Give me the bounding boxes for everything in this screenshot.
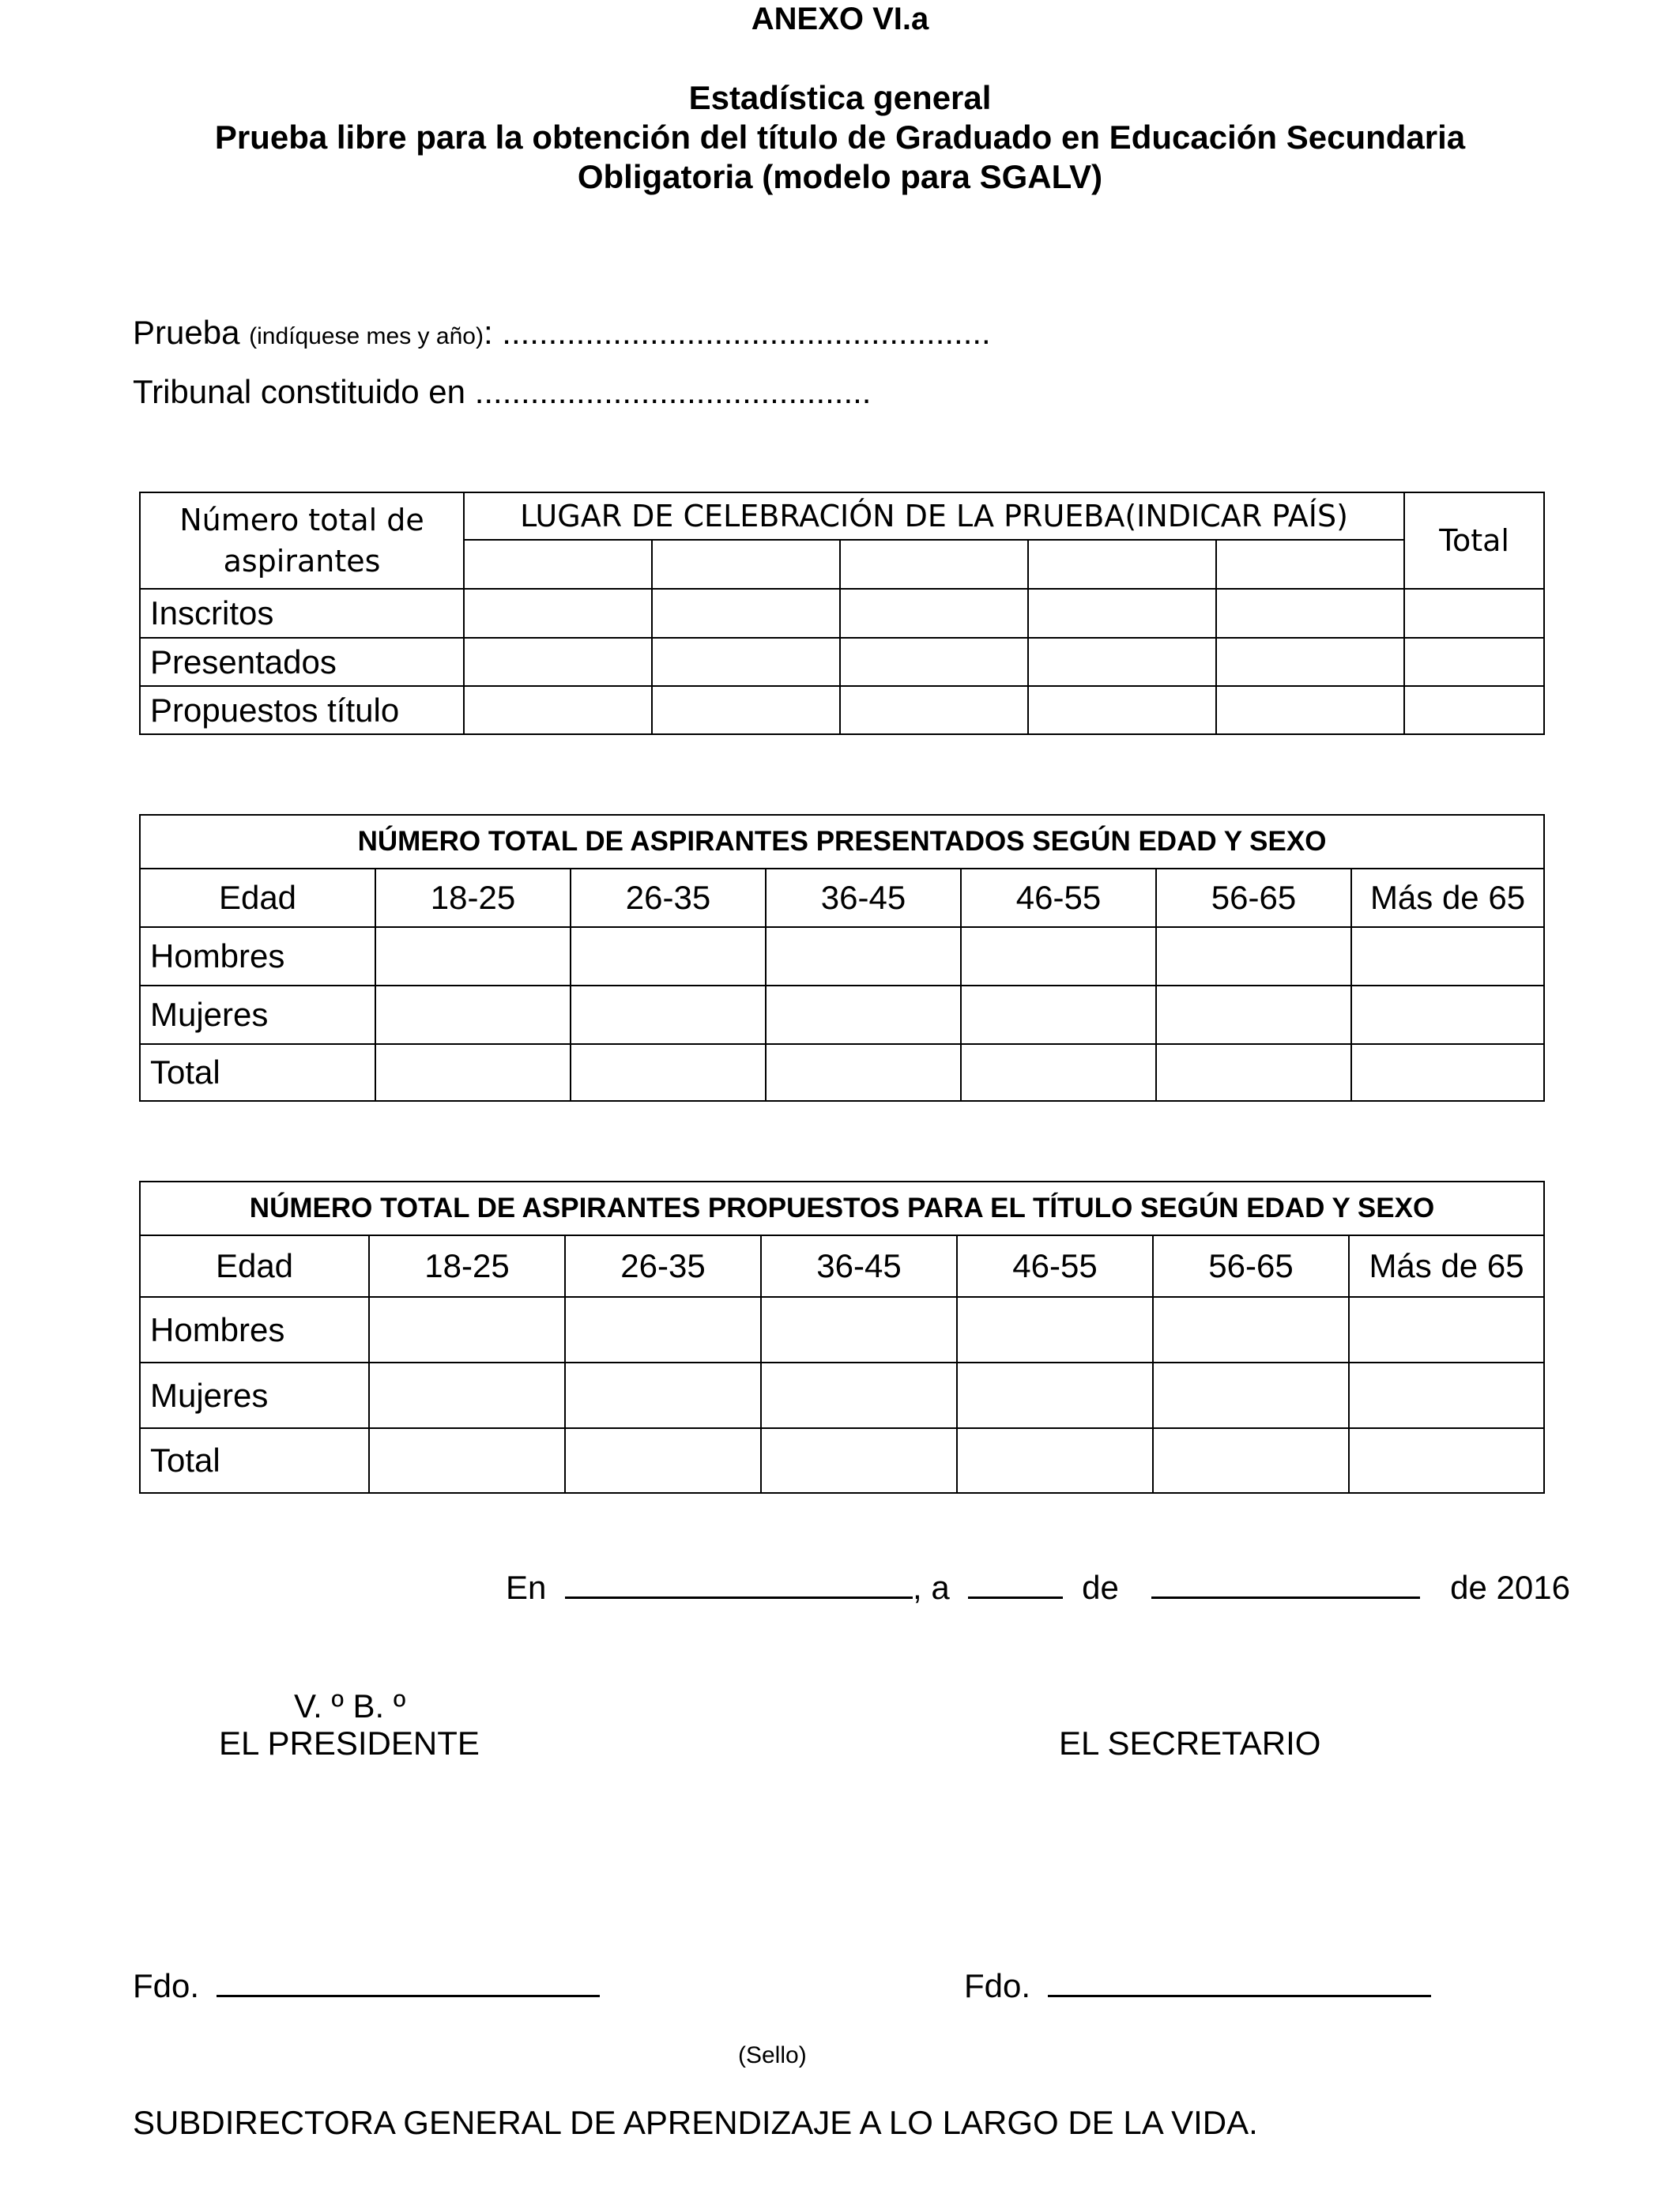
table-presentados-edad-sexo — [139, 814, 1545, 1102]
table-cell[interactable] — [961, 1044, 1156, 1101]
table-cell[interactable] — [1156, 986, 1351, 1044]
fdo-label: Fdo. — [964, 1967, 1031, 2004]
column-header: 26-35 — [571, 869, 766, 927]
fdo-presidente — [133, 1965, 600, 2005]
table-cell[interactable] — [1351, 986, 1544, 1044]
row-label-mujeres: Mujeres — [140, 1363, 369, 1428]
country-cell[interactable] — [1028, 540, 1216, 589]
row-label-total: Total — [140, 1428, 369, 1493]
table-cell[interactable] — [565, 1297, 761, 1363]
table-cell[interactable] — [1028, 589, 1216, 638]
prueba-field — [133, 314, 991, 352]
table-cell[interactable] — [375, 927, 571, 986]
document-subtitle-line-2: Obligatoria (modelo para SGALV) — [577, 158, 1103, 195]
tribunal-field — [133, 373, 871, 411]
table-cell[interactable] — [1404, 589, 1544, 638]
table-cell[interactable] — [961, 927, 1156, 986]
table-cell[interactable] — [1404, 686, 1544, 734]
annex-title: ANEXO VI.a — [751, 2, 929, 36]
table-cell[interactable] — [1351, 927, 1544, 986]
column-header: 26-35 — [565, 1235, 761, 1297]
country-cell[interactable] — [1216, 540, 1404, 589]
table-cell[interactable] — [369, 1297, 565, 1363]
country-cell[interactable] — [464, 540, 652, 589]
table-cell[interactable] — [1153, 1363, 1349, 1428]
table-cell[interactable] — [571, 986, 766, 1044]
corner-label-cell — [140, 492, 464, 589]
country-cell[interactable] — [840, 540, 1028, 589]
row-label-total: Total — [140, 1044, 375, 1101]
total-header-cell — [1404, 492, 1544, 589]
vobo-label: V. º B. º — [294, 1687, 406, 1725]
document-title: Estadística general — [688, 79, 992, 116]
column-header: 18-25 — [369, 1235, 565, 1297]
prueba-dots: : ..................................................... — [483, 314, 991, 351]
table-cell[interactable] — [1216, 686, 1404, 734]
presidente-label: EL PRESIDENTE — [219, 1725, 480, 1762]
table-cell[interactable] — [1028, 686, 1216, 734]
table-cell[interactable] — [761, 1297, 957, 1363]
row-label-presentados: Presentados — [140, 638, 464, 686]
year-label: de 2016 — [1450, 1569, 1570, 1606]
table-cell[interactable] — [571, 927, 766, 986]
row-label-hombres: Hombres — [140, 927, 375, 986]
total-header: Total — [1439, 523, 1509, 558]
table-cell[interactable] — [652, 686, 840, 734]
table-cell[interactable] — [1028, 638, 1216, 686]
table-cell[interactable] — [1153, 1428, 1349, 1493]
row-label-hombres: Hombres — [140, 1297, 369, 1363]
table-cell[interactable] — [766, 927, 961, 986]
table-cell[interactable] — [840, 686, 1028, 734]
place-date-line — [506, 1566, 1570, 1607]
tribunal-label: Tribunal constituido en — [133, 373, 466, 410]
country-cell[interactable] — [652, 540, 840, 589]
table-cell[interactable] — [652, 638, 840, 686]
table-cell[interactable] — [1216, 589, 1404, 638]
row-label-propuestos-titulo: Propuestos título — [140, 686, 464, 734]
table-cell[interactable] — [766, 1044, 961, 1101]
table-lugar-celebracion — [139, 492, 1545, 735]
column-header: 56-65 — [1153, 1235, 1349, 1297]
table-cell[interactable] — [464, 638, 652, 686]
row-label-inscritos: Inscritos — [140, 589, 464, 638]
table-cell[interactable] — [957, 1428, 1153, 1493]
table-cell[interactable] — [1216, 638, 1404, 686]
table-cell[interactable] — [840, 638, 1028, 686]
table-cell[interactable] — [652, 589, 840, 638]
column-header: Más de 65 — [1351, 869, 1544, 927]
column-header: 18-25 — [375, 869, 571, 927]
en-label: En — [506, 1569, 547, 1606]
table-cell[interactable] — [1349, 1297, 1544, 1363]
table-cell[interactable] — [369, 1428, 565, 1493]
place-header-cell — [464, 492, 1404, 540]
table-cell[interactable] — [1404, 638, 1544, 686]
table-cell[interactable] — [957, 1363, 1153, 1428]
table-cell[interactable] — [571, 1044, 766, 1101]
table-cell[interactable] — [464, 589, 652, 638]
table-cell[interactable] — [369, 1363, 565, 1428]
table-propuestos-edad-sexo — [139, 1181, 1545, 1494]
secretario-signature-blank[interactable] — [1048, 1965, 1431, 1997]
table-cell[interactable] — [1156, 1044, 1351, 1101]
place-blank[interactable] — [565, 1566, 913, 1599]
day-blank[interactable] — [968, 1566, 1063, 1599]
table-cell[interactable] — [565, 1363, 761, 1428]
table-cell[interactable] — [840, 589, 1028, 638]
footer-subdirectora: SUBDIRECTORA GENERAL DE APRENDIZAJE A LO LARGO DE LA VIDA. — [133, 2104, 1258, 2141]
de-label: de — [1082, 1569, 1119, 1606]
table-cell[interactable] — [375, 1044, 571, 1101]
table-cell[interactable] — [375, 986, 571, 1044]
presidente-signature-blank[interactable] — [217, 1965, 600, 1997]
secretario-label: EL SECRETARIO — [1059, 1725, 1321, 1762]
column-header: 36-45 — [761, 1235, 957, 1297]
table-cell[interactable] — [766, 986, 961, 1044]
tribunal-dots: ........................................... — [465, 373, 872, 410]
column-header: Edad — [140, 1235, 369, 1297]
column-header: Edad — [140, 869, 375, 927]
sello-label: (Sello) — [738, 2042, 807, 2068]
document-subtitle-line-1: Prueba libre para la obtención del título de Graduado en Educación Secundaria — [214, 119, 1466, 156]
place-header: LUGAR DE CELEBRACIÓN DE LA PRUEBA(INDICAR PAÍS) — [520, 499, 1348, 533]
month-blank[interactable] — [1151, 1566, 1420, 1599]
table-cell[interactable] — [1351, 1044, 1544, 1101]
table-cell[interactable] — [464, 686, 652, 734]
table-cell[interactable] — [957, 1297, 1153, 1363]
prueba-label: Prueba — [133, 314, 240, 351]
table-cell[interactable] — [565, 1428, 761, 1493]
table-cell[interactable] — [761, 1363, 957, 1428]
fdo-secretario — [964, 1965, 1431, 2005]
table-cell[interactable] — [1156, 927, 1351, 986]
column-header: 46-55 — [961, 869, 1156, 927]
table-cell[interactable] — [1153, 1297, 1349, 1363]
row-label-mujeres: Mujeres — [140, 986, 375, 1044]
table-cell[interactable] — [1349, 1363, 1544, 1428]
corner-label: Número total de aspirantes — [179, 503, 424, 579]
prueba-hint: (indíquese mes y año) — [249, 323, 484, 349]
table-heading: NÚMERO TOTAL DE ASPIRANTES PROPUESTOS PARA EL TÍTULO SEGÚN EDAD Y SEXO — [140, 1182, 1544, 1235]
fdo-label: Fdo. — [133, 1967, 200, 2004]
column-header: Más de 65 — [1349, 1235, 1544, 1297]
column-header: 46-55 — [957, 1235, 1153, 1297]
column-header: 56-65 — [1156, 869, 1351, 927]
table-cell[interactable] — [761, 1428, 957, 1493]
table-cell[interactable] — [961, 986, 1156, 1044]
a-label: , a — [913, 1569, 950, 1606]
table-heading: NÚMERO TOTAL DE ASPIRANTES PRESENTADOS SEGÚN EDAD Y SEXO — [140, 815, 1544, 869]
column-header: 36-45 — [766, 869, 961, 927]
table-cell[interactable] — [1349, 1428, 1544, 1493]
